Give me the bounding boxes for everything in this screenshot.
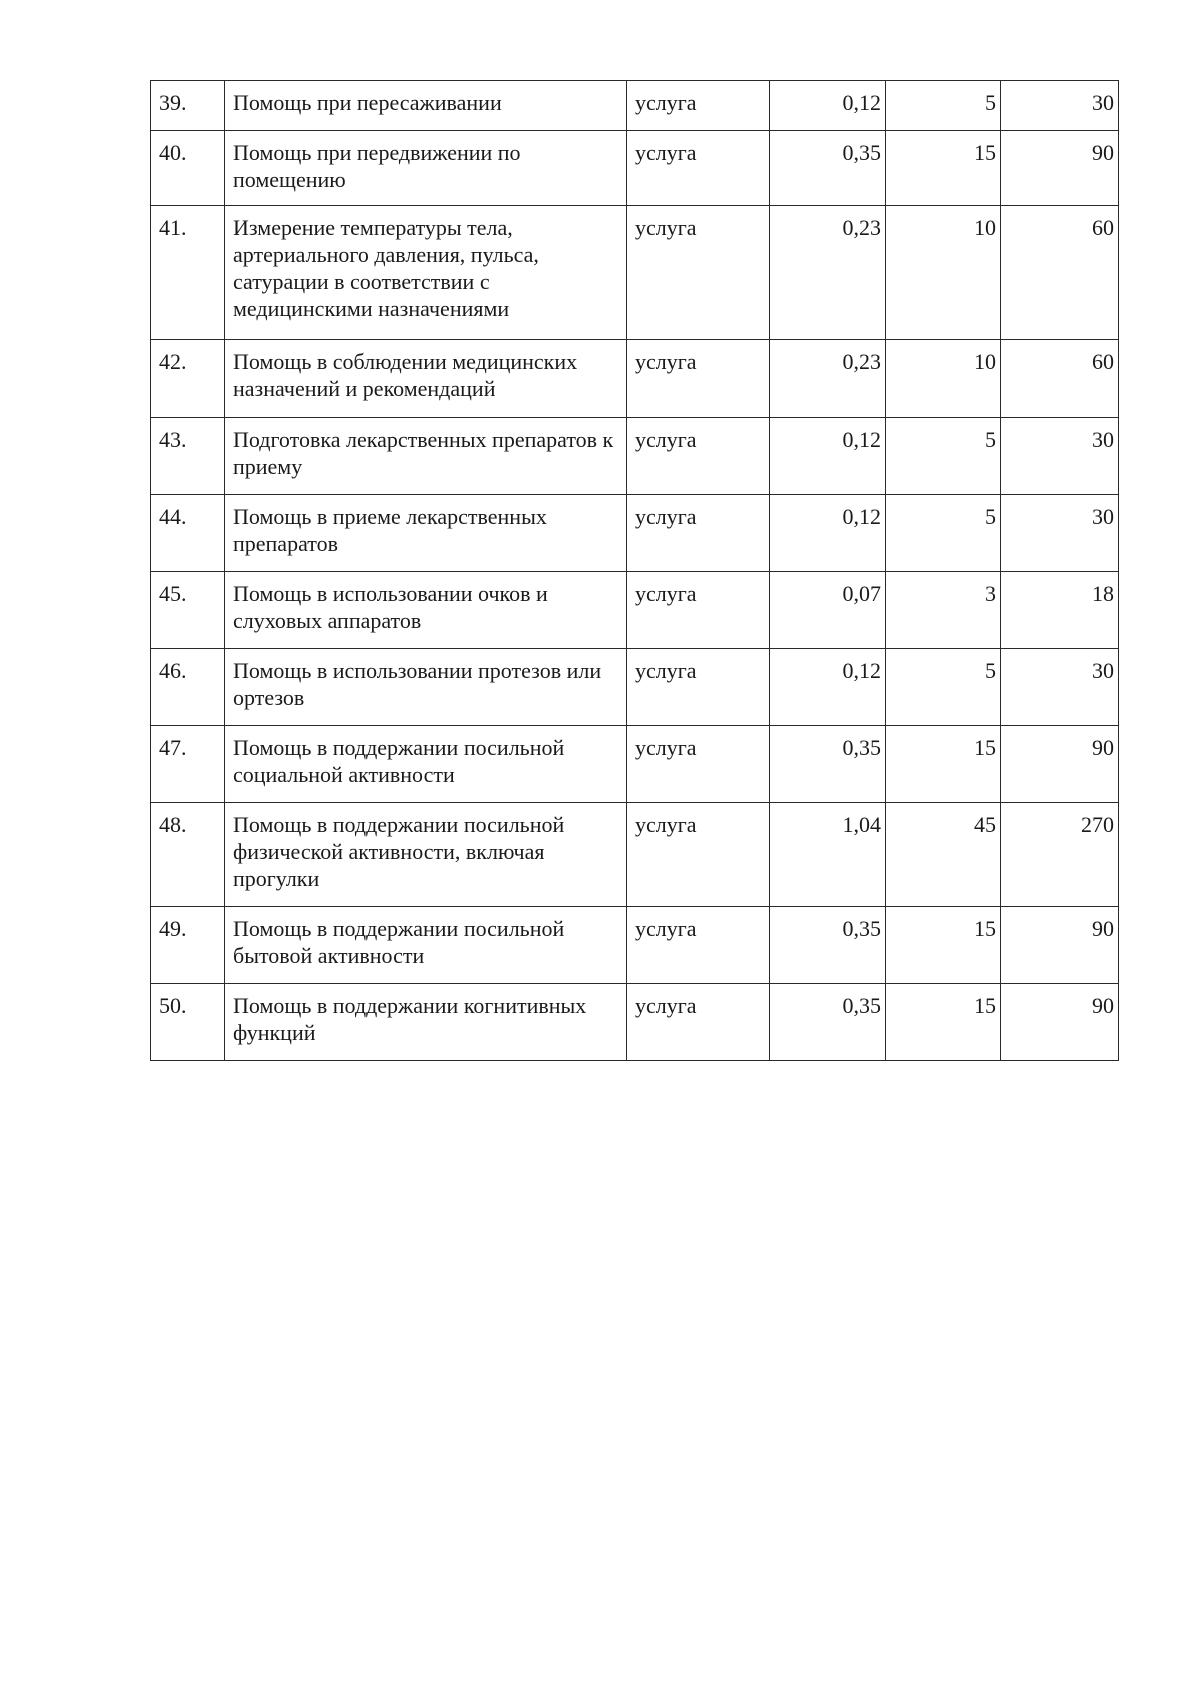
- service-value-3: 90: [1001, 131, 1119, 206]
- service-name: Помощь в использовании очков и слуховых аппаратов: [225, 572, 627, 649]
- service-unit: услуга: [627, 206, 770, 340]
- service-unit: услуга: [627, 340, 770, 418]
- table-row: [151, 907, 1119, 984]
- service-value-1: 0,07: [770, 572, 886, 649]
- service-value-2: 45: [886, 803, 1001, 907]
- row-number: 41.: [151, 206, 225, 340]
- table-row: [151, 340, 1119, 418]
- service-value-3: 90: [1001, 726, 1119, 803]
- service-value-3: 30: [1001, 81, 1119, 131]
- table-row: [151, 131, 1119, 206]
- service-value-2: 5: [886, 418, 1001, 495]
- service-value-3: 60: [1001, 340, 1119, 418]
- row-number: 47.: [151, 726, 225, 803]
- row-number: 50.: [151, 984, 225, 1061]
- row-number: 42.: [151, 340, 225, 418]
- service-value-2: 10: [886, 206, 1001, 340]
- service-value-2: 15: [886, 984, 1001, 1061]
- service-unit: услуга: [627, 803, 770, 907]
- row-number: 44.: [151, 495, 225, 572]
- service-name: Помощь в приеме лекарственных препаратов: [225, 495, 627, 572]
- table-row: [151, 726, 1119, 803]
- service-value-3: 90: [1001, 984, 1119, 1061]
- table-row: [151, 206, 1119, 340]
- service-value-3: 30: [1001, 418, 1119, 495]
- service-value-3: 30: [1001, 495, 1119, 572]
- service-value-1: 0,23: [770, 206, 886, 340]
- service-unit: услуга: [627, 984, 770, 1061]
- service-value-1: 1,04: [770, 803, 886, 907]
- service-value-1: 0,35: [770, 131, 886, 206]
- service-value-2: 15: [886, 907, 1001, 984]
- service-unit: услуга: [627, 726, 770, 803]
- service-value-2: 5: [886, 495, 1001, 572]
- service-value-3: 18: [1001, 572, 1119, 649]
- service-value-1: 0,12: [770, 418, 886, 495]
- service-unit: услуга: [627, 495, 770, 572]
- service-name: Помощь при передвижении по помещению: [225, 131, 627, 206]
- row-number: 48.: [151, 803, 225, 907]
- table-row: [151, 81, 1119, 131]
- table-row: [151, 418, 1119, 495]
- service-value-2: 10: [886, 340, 1001, 418]
- service-value-2: 5: [886, 81, 1001, 131]
- service-name: Помощь в поддержании посильной социальной активности: [225, 726, 627, 803]
- service-unit: услуга: [627, 418, 770, 495]
- row-number: 46.: [151, 649, 225, 726]
- service-value-2: 5: [886, 649, 1001, 726]
- service-name: Помощь в поддержании посильной бытовой активности: [225, 907, 627, 984]
- services-table: [150, 80, 1119, 1061]
- service-unit: услуга: [627, 649, 770, 726]
- service-name: Помощь в использовании протезов или ортезов: [225, 649, 627, 726]
- table-row: [151, 984, 1119, 1061]
- service-value-3: 90: [1001, 907, 1119, 984]
- service-name: Измерение температуры тела, артериального давления, пульса, сатурации в соответствии с медицинскими назначениями: [225, 206, 627, 340]
- service-value-1: 0,23: [770, 340, 886, 418]
- service-value-2: 3: [886, 572, 1001, 649]
- row-number: 43.: [151, 418, 225, 495]
- service-name: Помощь в поддержании когнитивных функций: [225, 984, 627, 1061]
- service-name: Помощь в соблюдении медицинских назначений и рекомендаций: [225, 340, 627, 418]
- service-unit: услуга: [627, 907, 770, 984]
- row-number: 39.: [151, 81, 225, 131]
- service-value-1: 0,12: [770, 649, 886, 726]
- service-value-1: 0,35: [770, 726, 886, 803]
- table-row: [151, 495, 1119, 572]
- table-row: [151, 572, 1119, 649]
- service-value-1: 0,35: [770, 984, 886, 1061]
- service-unit: услуга: [627, 131, 770, 206]
- row-number: 49.: [151, 907, 225, 984]
- service-value-2: 15: [886, 726, 1001, 803]
- table-row: [151, 803, 1119, 907]
- service-name: Подготовка лекарственных препаратов к приему: [225, 418, 627, 495]
- service-value-3: 60: [1001, 206, 1119, 340]
- row-number: 40.: [151, 131, 225, 206]
- service-value-1: 0,35: [770, 907, 886, 984]
- table-row: [151, 649, 1119, 726]
- service-name: Помощь в поддержании посильной физической активности, включая прогулки: [225, 803, 627, 907]
- service-unit: услуга: [627, 572, 770, 649]
- service-value-3: 270: [1001, 803, 1119, 907]
- service-unit: услуга: [627, 81, 770, 131]
- row-number: 45.: [151, 572, 225, 649]
- service-value-3: 30: [1001, 649, 1119, 726]
- service-value-1: 0,12: [770, 495, 886, 572]
- service-value-2: 15: [886, 131, 1001, 206]
- service-value-1: 0,12: [770, 81, 886, 131]
- service-name: Помощь при пересаживании: [225, 81, 627, 131]
